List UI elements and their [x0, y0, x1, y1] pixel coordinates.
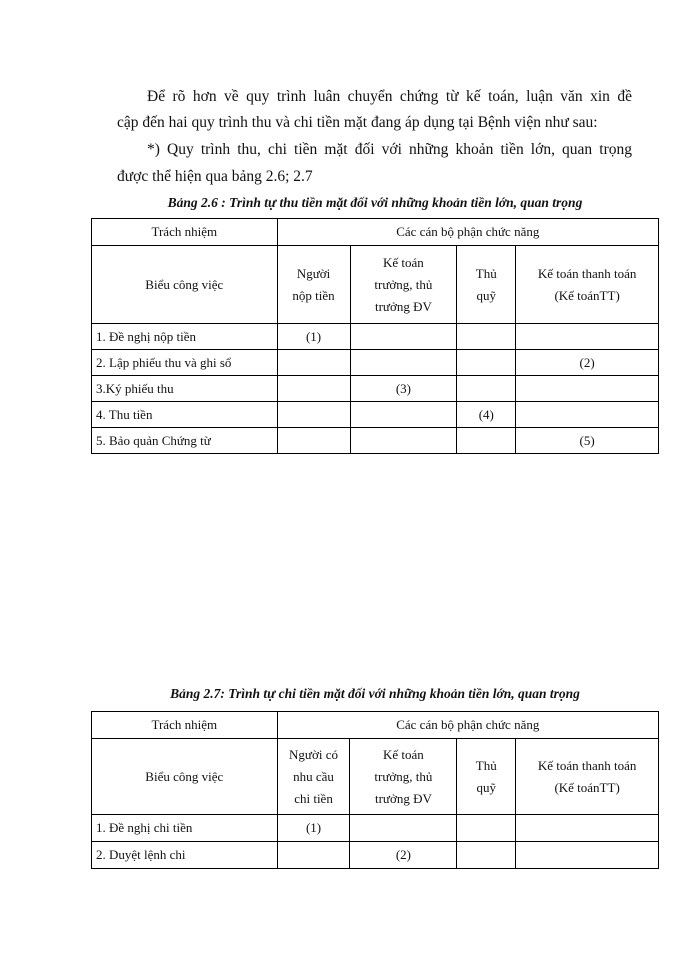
intro-line-4: được thể hiện qua bảng 2.6; 2.7 — [117, 168, 313, 185]
header-departments: Các cán bộ phận chức năng — [277, 712, 658, 739]
table-row: 4. Thu tiền (4) — [92, 402, 659, 428]
table-2-7-caption: Bảng 2.7: Trình tự chi tiền mặt đối với những khoản tiền lớn, quan trọng — [170, 686, 580, 701]
table-2-7 — [91, 711, 659, 869]
header-tasks: Biểu công việc — [92, 739, 278, 815]
column-header: Kế toán trưởng, thủ trưởng ĐV — [350, 246, 457, 324]
column-header: Kế toán thanh toán (Kế toánTT) — [516, 246, 659, 324]
table-row: 2. Lập phiếu thu và ghi sổ (2) — [92, 350, 659, 376]
column-header: Người nộp tiền — [277, 246, 350, 324]
column-header: Kế toán trưởng, thủ trưởng ĐV — [350, 739, 457, 815]
intro-line-3: *) Quy trình thu, chi tiền mặt đối với những khoản tiền lớn, quan trọng — [147, 141, 632, 158]
table-row: 3.Ký phiếu thu (3) — [92, 376, 659, 402]
table-row: 5. Bảo quản Chứng từ (5) — [92, 428, 659, 454]
intro-line-2: cập đến hai quy trình thu và chi tiền mặt đang áp dụng tại Bệnh viện như sau: — [117, 114, 598, 131]
table-row: 2. Duyệt lệnh chi (2) — [92, 842, 659, 869]
header-responsibility: Trách nhiệm — [92, 712, 278, 739]
column-header: Người có nhu cầu chi tiền — [277, 739, 350, 815]
intro-line-1: Để rõ hơn về quy trình luân chuyển chứng từ kế toán, luận văn xin đề — [147, 88, 632, 105]
header-responsibility: Trách nhiệm — [92, 219, 278, 246]
table-row: 1. Đề nghị nộp tiền (1) — [92, 324, 659, 350]
header-departments: Các cán bộ phận chức năng — [277, 219, 658, 246]
table-row: 1. Đề nghị chi tiền (1) — [92, 815, 659, 842]
table-2-6-caption: Bảng 2.6 : Trình tự thu tiền mặt đối với những khoản tiền lớn, quan trọng — [167, 195, 583, 210]
header-tasks: Biểu công việc — [92, 246, 278, 324]
column-header: Kế toán thanh toán (Kế toánTT) — [516, 739, 659, 815]
column-header: Thủ quỹ — [457, 739, 516, 815]
column-header: Thủ quỹ — [457, 246, 516, 324]
table-2-6 — [91, 218, 659, 454]
